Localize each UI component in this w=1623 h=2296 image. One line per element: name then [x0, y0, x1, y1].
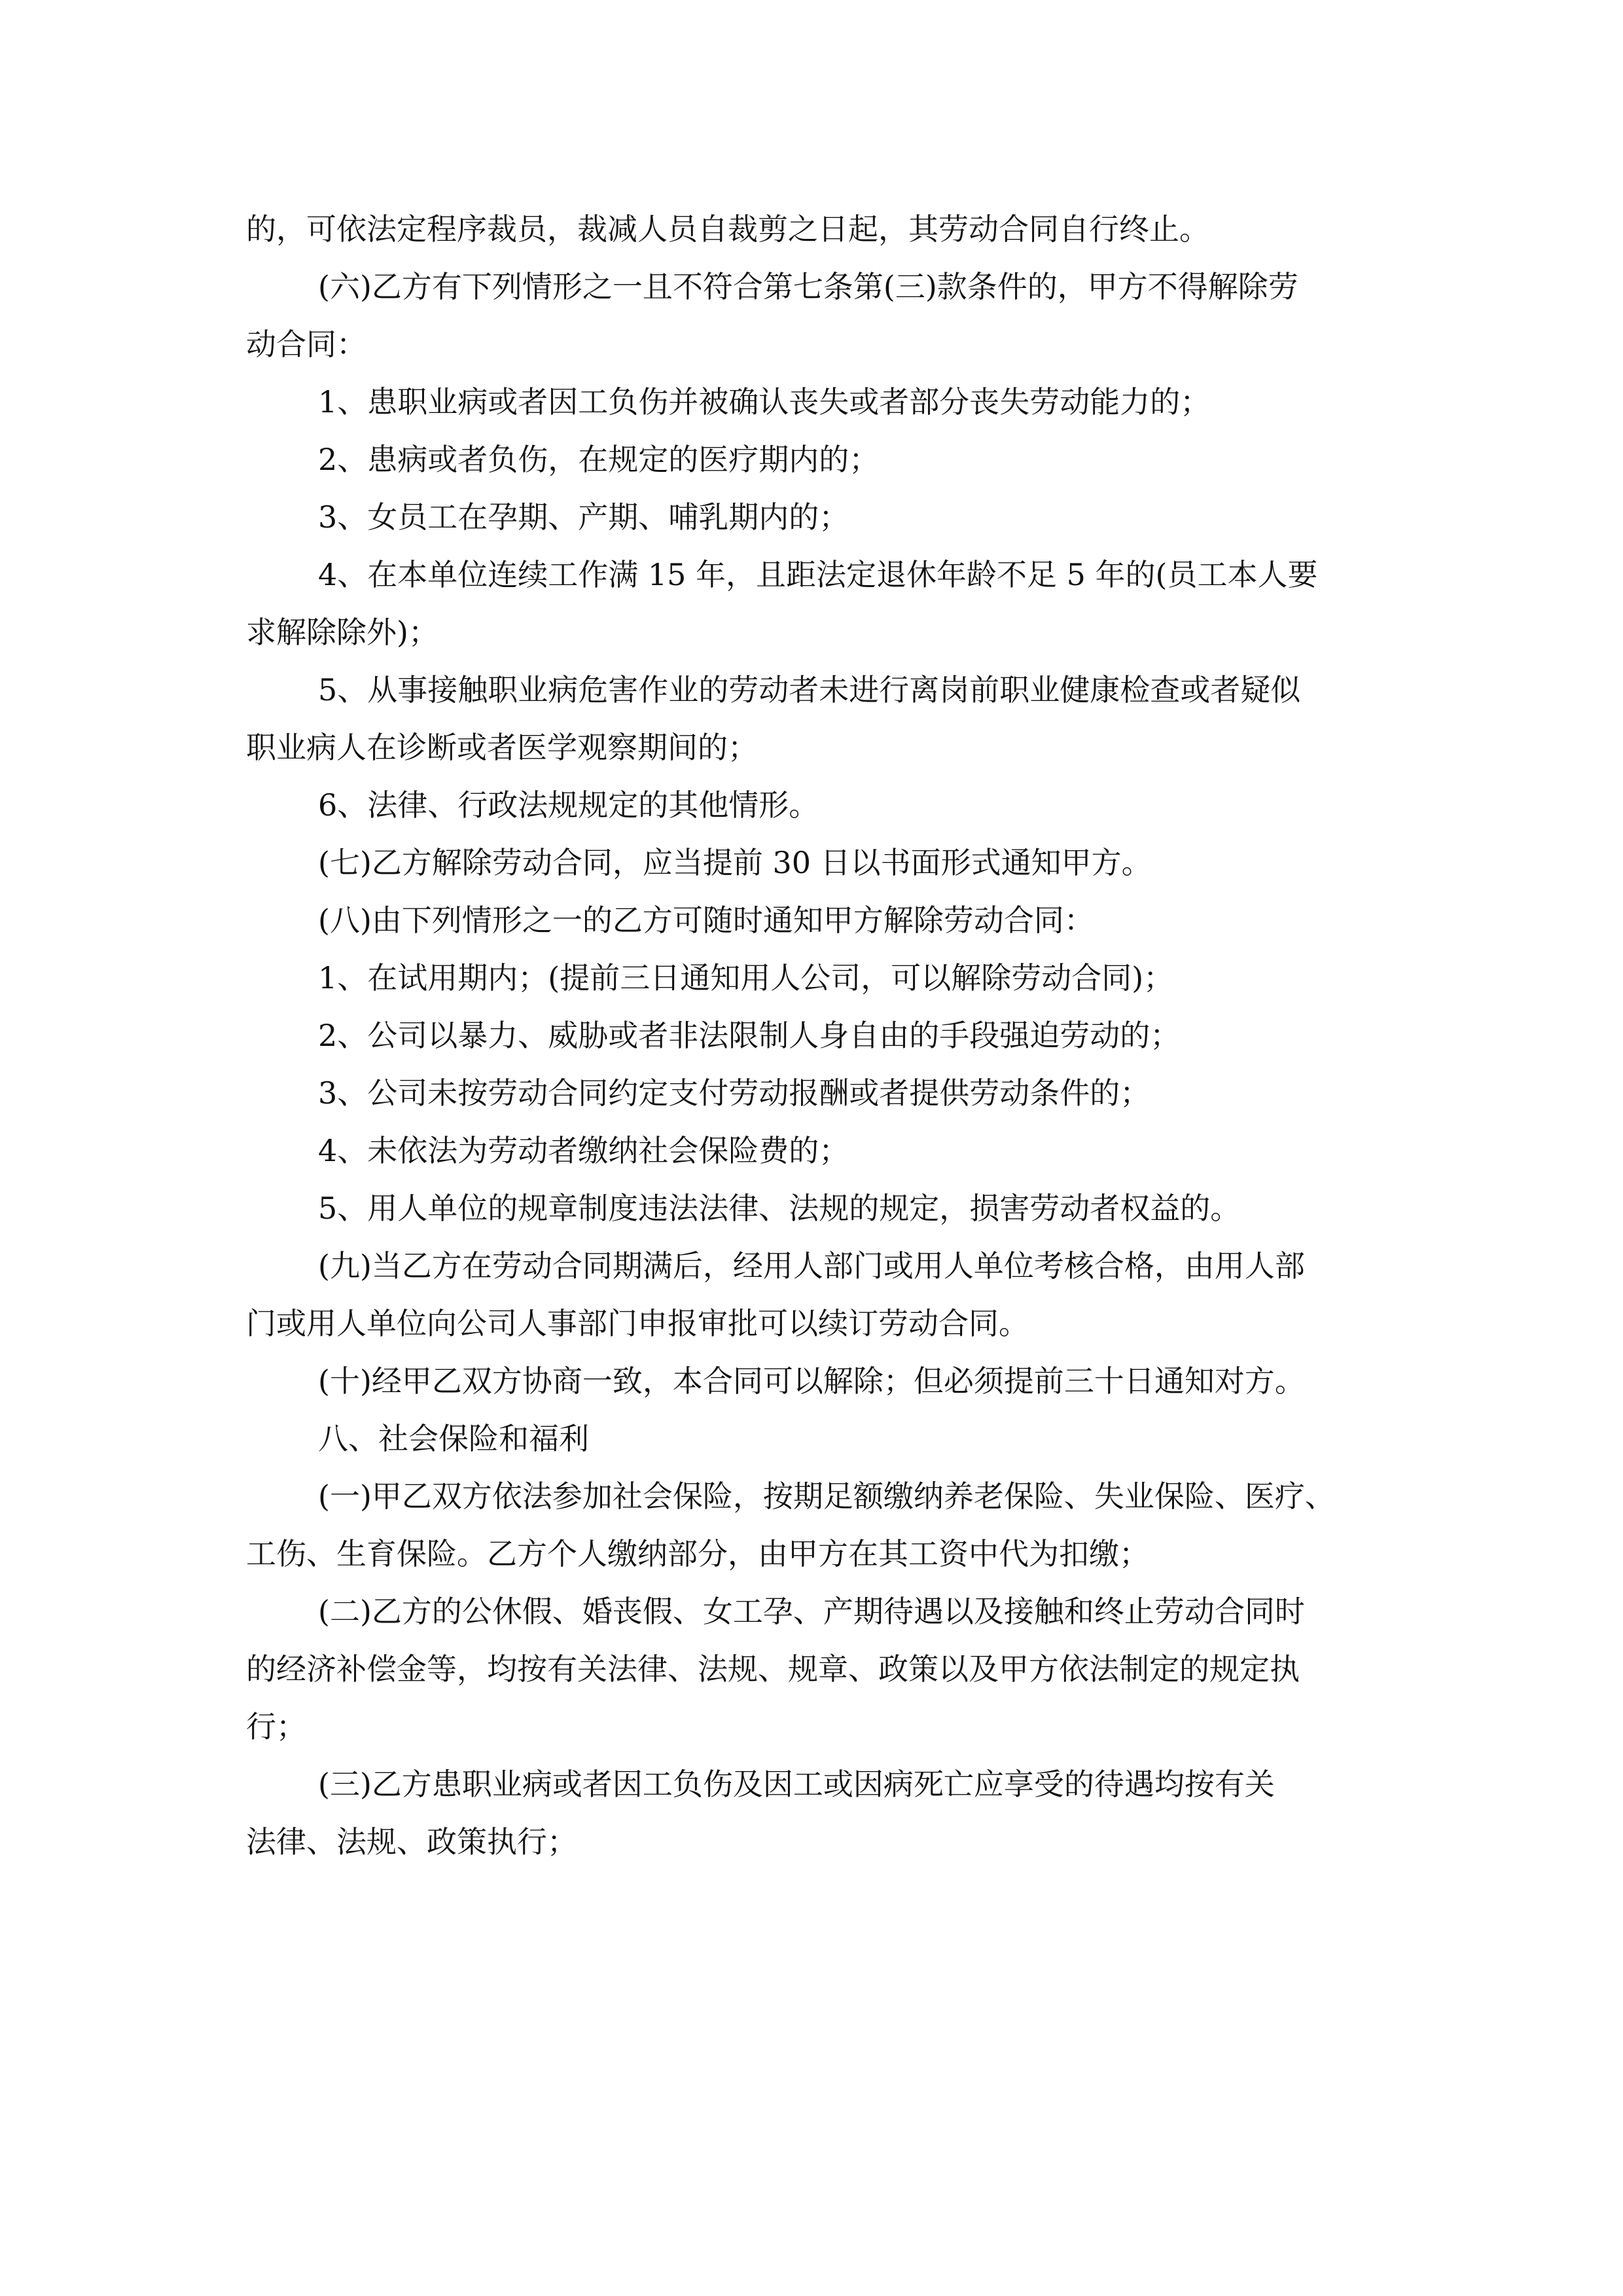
text-line: 门或用人单位向公司人事部门申报审批可以续订劳动合同。 [246, 1306, 1029, 1341]
text-line: 5、从事接触职业病危害作业的劳动者未进行离岗前职业健康检查或者疑似 [318, 672, 1301, 708]
text-line: 职业病人在诊断或者医学观察期间的； [246, 730, 758, 765]
text-line: (三)乙方患职业病或者因工负伤及因工或因病死亡应享受的待遇均按有关 [318, 1767, 1275, 1802]
text-line: 1、患职业病或者因工负伤并被确认丧失或者部分丧失劳动能力的； [318, 384, 1211, 420]
text-line: (一)甲乙双方依法参加社会保险，按期足额缴纳养老保险、失业保险、医疗、 [318, 1479, 1335, 1514]
document-page [246, 200, 1377, 1871]
text-line: 工伤、生育保险。乙方个人缴纳部分，由甲方在其工资中代为扣缴； [246, 1536, 1149, 1571]
text-line: 2、患病或者负伤，在规定的医疗期内的； [318, 442, 880, 477]
text-line: 3、公司未按劳动合同约定支付劳动报酬或者提供劳动条件的； [318, 1075, 1150, 1111]
text-line: 的经济补偿金等，均按有关法律、法规、规章、政策以及甲方依法制定的规定执 [246, 1651, 1300, 1687]
text-line: 八、社会保险和福利 [318, 1421, 589, 1456]
text-line: 求解除除外)； [246, 615, 438, 650]
text-line: 法律、法规、政策执行； [246, 1824, 577, 1859]
text-line: 5、用人单位的规章制度违法法律、法规的规定，损害劳动者权益的。 [318, 1191, 1241, 1226]
text-line: (十)经甲乙双方协商一致，本合同可以解除；但必须提前三十日通知对方。 [318, 1363, 1305, 1399]
text-line: 4、未依法为劳动者缴纳社会保险费的； [318, 1133, 849, 1168]
text-line: 行； [246, 1709, 306, 1744]
text-line: (九)当乙方在劳动合同期满后，经用人部门或用人单位考核合格，由用人部 [318, 1248, 1305, 1283]
text-line: 3、女员工在孕期、产期、哺乳期内的； [318, 499, 849, 535]
text-line: (七)乙方解除劳动合同，应当提前 30 日以书面形式通知甲方。 [318, 845, 1152, 880]
text-line: 2、公司以暴力、威胁或者非法限制人身自由的手段强迫劳动的； [318, 1018, 1181, 1053]
text-line: (二)乙方的公休假、婚丧假、女工孕、产期待遇以及接触和终止劳动合同时 [318, 1594, 1305, 1629]
text-line: (六)乙方有下列情形之一且不符合第七条第(三)款条件的，甲方不得解除劳 [318, 269, 1298, 304]
text-line: 的，可依法定程序裁员，裁减人员自裁剪之日起，其劳动合同自行终止。 [246, 211, 1209, 247]
text-line: 动合同： [246, 327, 366, 362]
text-line: 6、法律、行政法规规定的其他情形。 [318, 787, 819, 823]
text-line: 1、在试用期内；(提前三日通知用人公司，可以解除劳动合同)； [318, 960, 1174, 996]
text-line: 4、在本单位连续工作满 15 年，且距法定退休年龄不足 5 年的(员工本人要 [318, 557, 1318, 592]
text-line: (八)由下列情形之一的乙方可随时通知甲方解除劳动合同： [318, 903, 1094, 938]
